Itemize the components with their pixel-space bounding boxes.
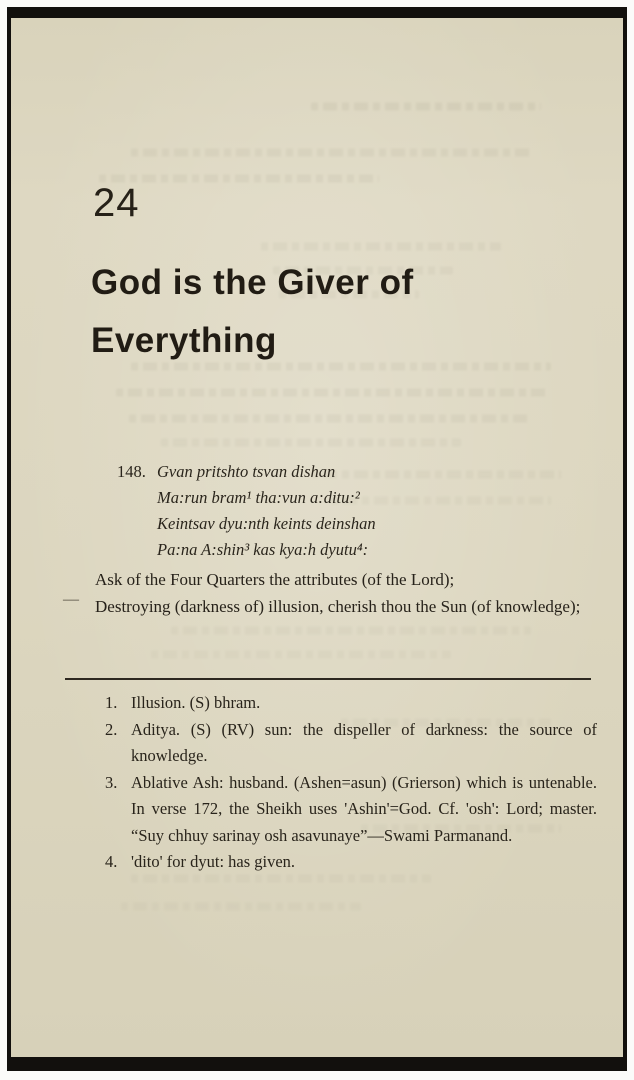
footnote-text: Aditya. (S) (RV) sun: the dispeller of darkness: the source of knowledge. <box>131 719 597 765</box>
footnote-number: 4. <box>105 852 118 871</box>
verse-line: Ma:run bram¹ tha:vun a:ditu:² <box>157 488 360 507</box>
footnote-text: Ablative Ash: husband. (Ashen=asun) (Grierson) which is untenable. In verse 172, the Sheikh uses 'Ashin'=God. Cf. 'osh': Lord; master. “Suy chhuy sarinay osh asavunaye”—Swami Parmanand. <box>131 772 597 845</box>
footnote-text: 'dito' for dyut: has given. <box>131 852 296 871</box>
verse-line: Gvan pritshto tsvan dishan <box>157 462 336 481</box>
bleed-through-line <box>261 242 501 250</box>
bleed-through-line <box>99 174 379 182</box>
verse-line: Keintsav dyu:nth keints deinshan <box>157 514 376 533</box>
bleed-through-line <box>116 388 546 396</box>
footnote-item <box>105 849 597 876</box>
translation-block <box>95 566 595 620</box>
margin-scan-mark: — <box>63 591 79 608</box>
bleed-through-line <box>171 626 531 634</box>
translation-paragraph: Ask of the Four Quarters the attributes (of the Lord); <box>95 570 455 589</box>
footnote-divider <box>65 678 591 680</box>
bleed-through-line <box>131 148 531 156</box>
bleed-through-line <box>129 414 529 422</box>
paper-background <box>11 18 623 1057</box>
scan-border-frame <box>7 7 627 1071</box>
bleed-through-line <box>151 650 451 658</box>
footnote-item <box>105 717 597 770</box>
verse-number: 148. <box>117 462 146 481</box>
bleed-through-line <box>121 902 361 910</box>
footnote-number: 2. <box>105 719 118 739</box>
bleed-through-line <box>131 874 431 882</box>
chapter-title: God is the Giver of Everything <box>91 263 414 360</box>
bleed-through-line <box>311 102 541 110</box>
verse-lines <box>157 459 376 563</box>
verse-block <box>117 459 376 563</box>
footnote-number: 1. <box>105 693 118 712</box>
footnote-number: 3. <box>105 772 118 792</box>
footnote-text: Illusion. (S) bhram. <box>131 693 261 712</box>
chapter-number: 24 <box>93 181 140 225</box>
translation-paragraph: Destroying (darkness of) illusion, cherish thou the Sun (of knowledge); <box>95 597 581 616</box>
footnote-item <box>105 690 597 717</box>
bleed-through-line <box>161 438 461 446</box>
verse-line: Pa:na A:shin³ kas kya:h dyutu⁴: <box>157 540 369 559</box>
footnote-item <box>105 770 597 850</box>
footnotes-block <box>105 690 597 876</box>
